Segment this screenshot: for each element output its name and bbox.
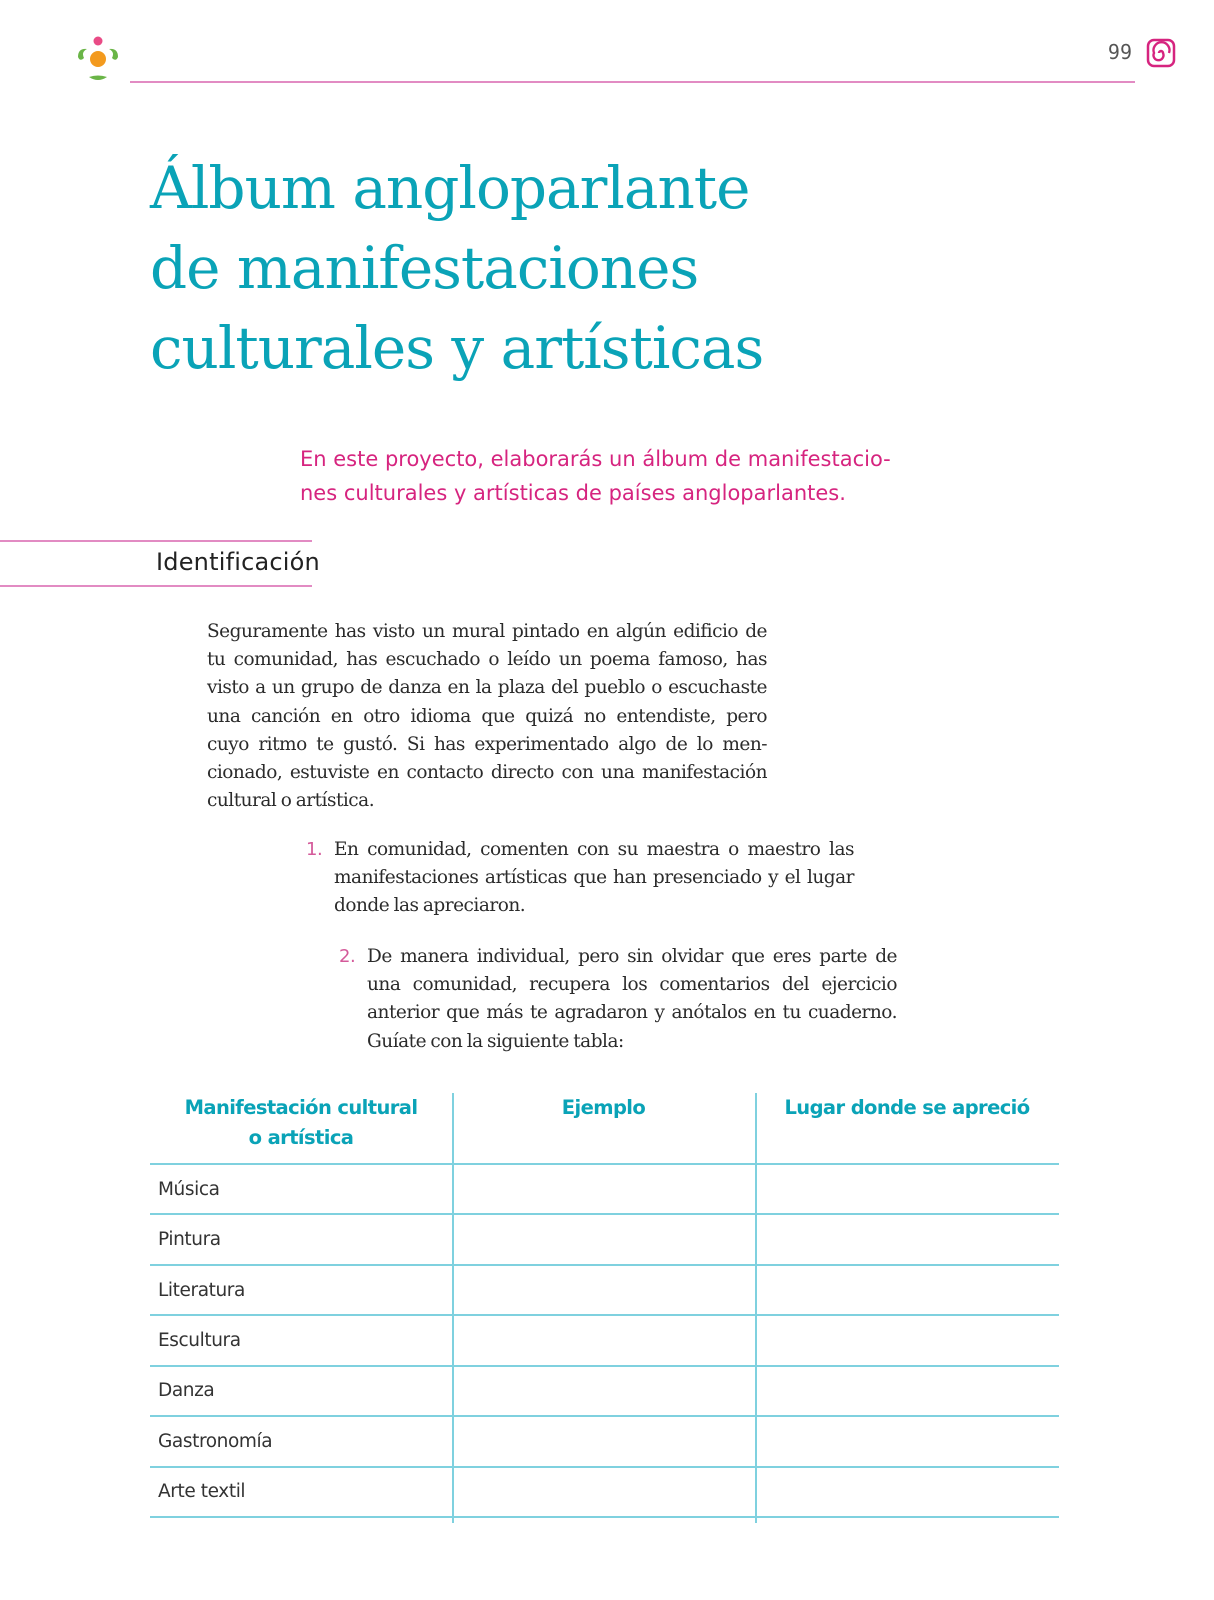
table-row-label: Pintura: [158, 1229, 221, 1250]
section-title: Identificación: [156, 548, 320, 576]
spiral-glyph-icon: [1146, 38, 1176, 68]
activity-item-2: [339, 943, 897, 1056]
table-row-label: Gastronomía: [158, 1431, 273, 1452]
item-line: De manera individual, pero sin olvidar que eres parte de: [367, 946, 897, 967]
item-line: Guíate con la siguiente tabla:: [367, 1030, 624, 1052]
section-rule-top: [0, 540, 312, 542]
item-number: 2.: [339, 946, 356, 967]
table-row-rule: [150, 1466, 1059, 1468]
table-row-rule: [150, 1415, 1059, 1417]
header-rule: [130, 81, 1135, 83]
item-line: En comunidad, comenten con su maestra o maestro las: [334, 839, 854, 860]
table-column-divider: [755, 1093, 757, 1523]
page-title: [150, 148, 950, 388]
item-line: anterior que más te agradaron y anótalos en tu cuaderno.: [367, 1002, 897, 1024]
table-header-example: [452, 1093, 755, 1123]
flower-logo-icon: [72, 33, 124, 85]
title-line: Álbum angloparlante: [150, 154, 750, 222]
table-header-place: [755, 1093, 1059, 1123]
table-header-manifestation: [150, 1093, 452, 1153]
item-line: donde las apreciaron.: [334, 895, 526, 917]
table-row-rule: [150, 1213, 1059, 1215]
item-number: 1.: [306, 839, 323, 860]
intro-line: En este proyecto, elaborarás un álbum de manifestacio-: [300, 447, 891, 471]
table-row-rule: [150, 1365, 1059, 1367]
paragraph-line: cuyo ritmo te gustó. Si has experimentado algo de lo men-: [207, 733, 767, 755]
paragraph-line: visto a un grupo de danza en la plaza del pueblo o escuchaste: [207, 677, 767, 699]
paragraph-line: cultural o artística.: [207, 790, 375, 812]
table-row-label: Música: [158, 1179, 220, 1200]
title-line: de manifestaciones: [150, 234, 699, 302]
table-row-label: Danza: [158, 1380, 215, 1401]
header-line: Manifestación cultural: [184, 1096, 418, 1119]
title-line: culturales y artísticas: [150, 314, 764, 382]
body-paragraph: [207, 618, 767, 815]
table-column-divider: [452, 1093, 454, 1523]
table-row-rule: [150, 1264, 1059, 1266]
table-bottom-rule: [150, 1516, 1059, 1518]
paragraph-line: Seguramente has visto un mural pintado en algún edificio de: [207, 621, 767, 642]
guide-table: [150, 1093, 1059, 1523]
project-intro: [300, 442, 920, 510]
header-line: Lugar donde se apreció: [784, 1096, 1030, 1119]
table-row-rule: [150, 1314, 1059, 1316]
table-row-label: Arte textil: [158, 1481, 246, 1502]
section-rule-bottom: [0, 585, 312, 587]
table-row-label: Literatura: [158, 1280, 245, 1301]
intro-line: nes culturales y artísticas de países angloparlantes.: [300, 481, 846, 505]
paragraph-line: cionado, estuviste en contacto directo con una manifestación: [207, 762, 767, 784]
header-line: o artística: [248, 1126, 354, 1149]
table-row-label: Escultura: [158, 1330, 241, 1351]
header-line: Ejemplo: [561, 1096, 646, 1119]
paragraph-line: una canción en otro idioma que quizá no entendiste, pero: [207, 705, 767, 727]
paragraph-line: tu comunidad, has escuchado o leído un poema famoso, has: [207, 649, 767, 671]
table-header-rule: [150, 1163, 1059, 1165]
item-line: manifestaciones artísticas que han presenciado y el lugar: [334, 867, 854, 889]
item-line: una comunidad, recupera los comentarios del ejercicio: [367, 974, 897, 996]
activity-item-1: [306, 836, 854, 921]
page-number: 99: [1107, 40, 1132, 64]
